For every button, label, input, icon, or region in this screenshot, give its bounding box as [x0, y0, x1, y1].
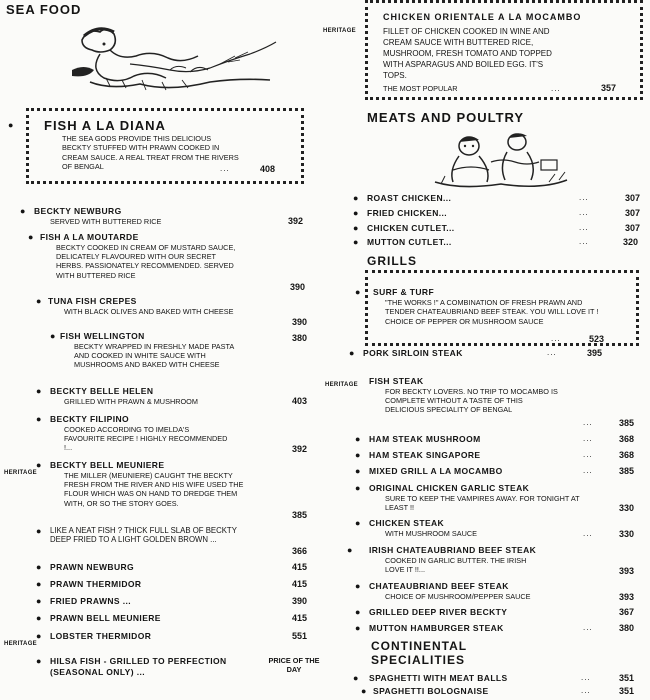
bullet: ● — [36, 414, 42, 424]
menu-item-name: MIXED GRILL A LA MOCAMBO — [369, 466, 503, 476]
menu-item-name: PRAWN BELL MEUNIERE — [50, 613, 161, 623]
menu-item-price: 390 — [290, 282, 306, 292]
menu-item — [369, 518, 589, 538]
bullet: ● — [347, 545, 353, 555]
menu-item-price: 367 — [619, 607, 635, 617]
bullet: ● — [36, 460, 42, 470]
menu-item-price: 415 — [292, 579, 308, 589]
menu-item-name: IRISH CHATEAUBRIAND BEEF STEAK — [369, 545, 537, 555]
menu-item-price: 392 — [288, 216, 304, 226]
bullet: ● — [355, 518, 361, 528]
menu-item-description: THE MILLER (MEUNIERE) CAUGHT THE BECKTY FRESH FROM THE RIVER AND HIS WIFE USED THE FLOUR WHICH WAS ON HAND TO DREDGE THEM WITH, OR SO THE STORY GOES. — [64, 470, 244, 508]
leader-dots: ... — [547, 348, 557, 357]
menu-item-name: HILSA FISH - GRILLED TO PERFECTION (SEASONAL ONLY) ... — [50, 656, 227, 677]
featured-item-price: 357 — [601, 83, 617, 93]
menu-item-name: BECKTY BELL MEUNIERE — [50, 460, 165, 470]
leader-dots: ... — [581, 686, 591, 695]
section-heading-continental — [371, 639, 467, 667]
menu-item-price: 390 — [292, 317, 308, 327]
featured-item-price: 408 — [260, 164, 276, 174]
featured-item-name: FISH A LA DIANA — [44, 118, 166, 133]
leader-dots: ... — [583, 450, 593, 459]
menu-item-price: 368 — [619, 434, 635, 444]
menu-item-name: FISH A LA MOUTARDE — [40, 232, 139, 242]
menu-item-description: BECKTY COOKED IN CREAM OF MUSTARD SAUCE, DELICATELY FLAVOURED WITH OUR SECRET HERBS. PASSIONATELY RECOMMENDED. SERVED WITH BUTTERED RICE — [56, 242, 236, 280]
menu-item-description: CHOICE OF MUSHROOM/PEPPER SAUCE — [385, 591, 531, 601]
bullet: ● — [355, 623, 361, 633]
menu-item-name: LIKE A NEAT FISH ? THICK FULL SLAB OF BECKTY DEEP FRIED TO A LIGHT GOLDEN BROWN ... — [50, 526, 237, 545]
menu-item-price: 380 — [292, 333, 308, 343]
section-heading-sea-food: SEA FOOD — [6, 2, 82, 17]
menu-item-description: COOKED ACCORDING TO IMELDA'S FAVOURITE RECIPE ! HIGHLY RECOMMENDED !... — [64, 424, 228, 453]
menu-item — [50, 460, 250, 508]
featured-item-description: THE SEA GODS PROVIDE THIS DELICIOUS BECKTY STUFFED WITH PRAWN COOKED IN CREAM SAUCE. A REAL TREAT FROM THE RIVERS OF BENGAL — [62, 134, 239, 172]
bullet: ● — [36, 613, 42, 623]
leader-dots: ... — [581, 673, 591, 682]
leader-dots: ... — [579, 208, 589, 217]
bullet: ● — [355, 466, 361, 476]
menu-item-description: GRILLED WITH PRAWN & MUSHROOM — [64, 396, 198, 406]
leader-dots: ... — [579, 193, 589, 202]
menu-item-description: WITH BLACK OLIVES AND BAKED WITH CHEESE — [64, 306, 234, 316]
bullet: ● — [36, 526, 42, 536]
menu-item-description: SERVED WITH BUTTERED RICE — [50, 216, 162, 226]
menu-item-description: COOKED IN GARLIC BUTTER. THE IRISH LOVE IT !!... — [385, 555, 527, 574]
menu-item — [50, 386, 280, 406]
menu-item — [50, 414, 230, 453]
menu-item — [369, 483, 599, 512]
leader-dots: ... — [583, 466, 593, 475]
menu-item — [48, 296, 238, 316]
fisherman-illustration — [70, 20, 280, 95]
menu-item-name: HAM STEAK MUSHROOM — [369, 434, 481, 444]
menu-item-name: FRIED CHICKEN... — [367, 208, 448, 218]
menu-item-name: FRIED PRAWNS ... — [50, 596, 132, 606]
featured-item-description: "THE WORKS !" A COMBINATION OF FRESH PRAWN AND TENDER CHATEAUBRIAND BEEF STEAK. YOU WILL LOVE IT ! CHOICE OF PEPPER OR MUSHROOM SAUCE — [385, 298, 599, 326]
menu-item-price: 385 — [619, 466, 635, 476]
menu-item-name: PORK SIRLOIN STEAK — [363, 348, 463, 358]
bullet: ● — [36, 386, 42, 396]
menu-item-price: 393 — [619, 592, 635, 602]
menu-item-name: GRILLED DEEP RIVER BECKTY — [369, 607, 508, 617]
featured-item-name: SURF & TURF — [373, 287, 435, 297]
menu-item-name: FISH STEAK — [369, 376, 424, 386]
bullet: ● — [36, 296, 42, 306]
menu-item-name: HAM STEAK SINGAPORE — [369, 450, 481, 460]
heritage-tag: HERITAGE — [4, 641, 37, 647]
bullet: ● — [353, 237, 359, 247]
leader-dots: ... — [220, 164, 230, 173]
menu-item-price: 330 — [619, 503, 635, 513]
featured-item-name: CHICKEN ORIENTALE A LA MOCAMBO — [383, 12, 582, 22]
menu-item-price: 551 — [292, 631, 308, 641]
menu-item-name: SPAGHETTI BOLOGNAISE — [373, 686, 489, 696]
menu-item-name: SPAGHETTI WITH MEAT BALLS — [369, 673, 508, 683]
leader-dots: ... — [583, 623, 593, 632]
menu-item-price: 320 — [623, 237, 639, 247]
bullet: ● — [36, 596, 42, 606]
bullet: ● — [355, 483, 361, 493]
menu-item-name: PRAWN THERMIDOR — [50, 579, 142, 589]
menu-item-price: 307 — [625, 193, 641, 203]
section-heading-meats: MEATS AND POULTRY — [367, 110, 525, 125]
menu-item-price: 392 — [292, 444, 308, 454]
bullet: ● — [50, 331, 56, 341]
menu-item-price: 393 — [619, 566, 635, 576]
menu-item-price: 385 — [619, 418, 635, 428]
menu-item-name: BECKTY FILIPINO — [50, 414, 130, 424]
menu-item-name: CHATEAUBRIAND BEEF STEAK — [369, 581, 509, 591]
picnic-illustration — [431, 130, 571, 190]
menu-item-price: 415 — [292, 613, 308, 623]
menu-item — [369, 581, 609, 601]
leader-dots: ... — [579, 223, 589, 232]
menu-item-name: PRAWN NEWBURG — [50, 562, 135, 572]
menu-item-description: WITH MUSHROOM SAUCE — [385, 528, 478, 538]
menu-item — [34, 206, 274, 226]
menu-item-description: FOR BECKTY LOVERS. NO TRIP TO MOCAMBO IS COMPLETE WITHOUT A TASTE OF THIS DELICIOUS SPECIALITY OF BENGAL — [385, 386, 558, 415]
featured-item-price: 523 — [589, 334, 605, 344]
menu-item-price: PRICE OF THE DAY — [268, 656, 320, 675]
leader-dots: ... — [551, 334, 561, 343]
menu-item-description: SURE TO KEEP THE VAMPIRES AWAY. FOR TONIGHT AT LEAST !! — [385, 493, 580, 512]
bullet: ● — [28, 232, 34, 242]
bullet: ● — [355, 581, 361, 591]
section-heading-grills: GRILLS — [367, 254, 417, 268]
menu-item-name: ROAST CHICKEN... — [367, 193, 452, 203]
menu-item-price: 368 — [619, 450, 635, 460]
bullet: ● — [36, 631, 42, 641]
bullet: ● — [353, 673, 359, 683]
leader-dots: ... — [583, 529, 593, 538]
bullet: ● — [353, 208, 359, 218]
menu-item-name: MUTTON HAMBURGER STEAK — [369, 623, 504, 633]
menu-item-price: 351 — [619, 673, 635, 683]
menu-item-name: MUTTON CUTLET... — [367, 237, 452, 247]
leader-dots: ... — [583, 434, 593, 443]
menu-item-price: 330 — [619, 529, 635, 539]
heritage-tag: HERITAGE — [325, 382, 358, 388]
leader-dots: ... — [583, 418, 593, 427]
menu-item-price: 307 — [625, 208, 641, 218]
menu-item-price: 395 — [587, 348, 603, 358]
bullet: ● — [8, 120, 14, 130]
bullet: ● — [355, 287, 361, 297]
heritage-tag: HERITAGE — [4, 470, 37, 476]
menu-item-name: FISH WELLINGTON — [60, 331, 145, 341]
menu-item-price: 380 — [619, 623, 635, 633]
leader-dots: ... — [579, 237, 589, 246]
menu-item-description: BECKTY WRAPPED IN FRESHLY MADE PASTA AND COOKED IN WHITE SAUCE WITH MUSHROOMS AND BAKED WITH CHEESE — [74, 341, 234, 370]
bullet: ● — [353, 223, 359, 233]
bullet: ● — [36, 656, 42, 666]
bullet: ● — [36, 579, 42, 589]
bullet: ● — [353, 193, 359, 203]
menu-item-price: 415 — [292, 562, 308, 572]
section-heading-line: CONTINENTAL — [371, 639, 468, 653]
menu-item — [369, 545, 609, 574]
menu-item — [40, 232, 240, 280]
bullet: ● — [361, 686, 367, 696]
menu-item-name: CHICKEN STEAK — [369, 518, 445, 528]
heritage-tag: HERITAGE — [323, 28, 356, 34]
menu-item — [369, 376, 559, 415]
menu-item-price: 403 — [292, 396, 308, 406]
menu-item-name: ORIGINAL CHICKEN GARLIC STEAK — [369, 483, 530, 493]
menu-item — [60, 331, 250, 370]
featured-item-note: THE MOST POPULAR — [383, 84, 458, 93]
leader-dots: ... — [551, 84, 561, 93]
menu-item-price: 307 — [625, 223, 641, 233]
section-heading-line: SPECIALITIES — [371, 653, 466, 667]
menu-item-name: BECKTY NEWBURG — [34, 206, 122, 216]
featured-item-description: FILLET OF CHICKEN COOKED IN WINE AND CREAM SAUCE WITH BUTTERED RICE, MUSHROOM, FRESH TOMATO AND TOPPED WITH ASPARAGUS AND BOILED EGG. IT'S TOPS. — [383, 27, 552, 80]
menu-item-price: 366 — [292, 546, 308, 556]
menu-item-price: 390 — [292, 596, 308, 606]
menu-item-name: TUNA FISH CREPES — [48, 296, 137, 306]
menu-item-name: CHICKEN CUTLET... — [367, 223, 455, 233]
bullet: ● — [36, 562, 42, 572]
menu-item-price: 351 — [619, 686, 635, 696]
bullet: ● — [355, 607, 361, 617]
bullet: ● — [355, 450, 361, 460]
bullet: ● — [349, 348, 355, 358]
bullet: ● — [20, 206, 26, 216]
bullet: ● — [355, 434, 361, 444]
menu-item-name: LOBSTER THERMIDOR — [50, 631, 152, 641]
menu-item-price: 385 — [292, 510, 308, 520]
menu-item-name: BECKTY BELLE HELEN — [50, 386, 154, 396]
menu-item — [50, 526, 250, 545]
